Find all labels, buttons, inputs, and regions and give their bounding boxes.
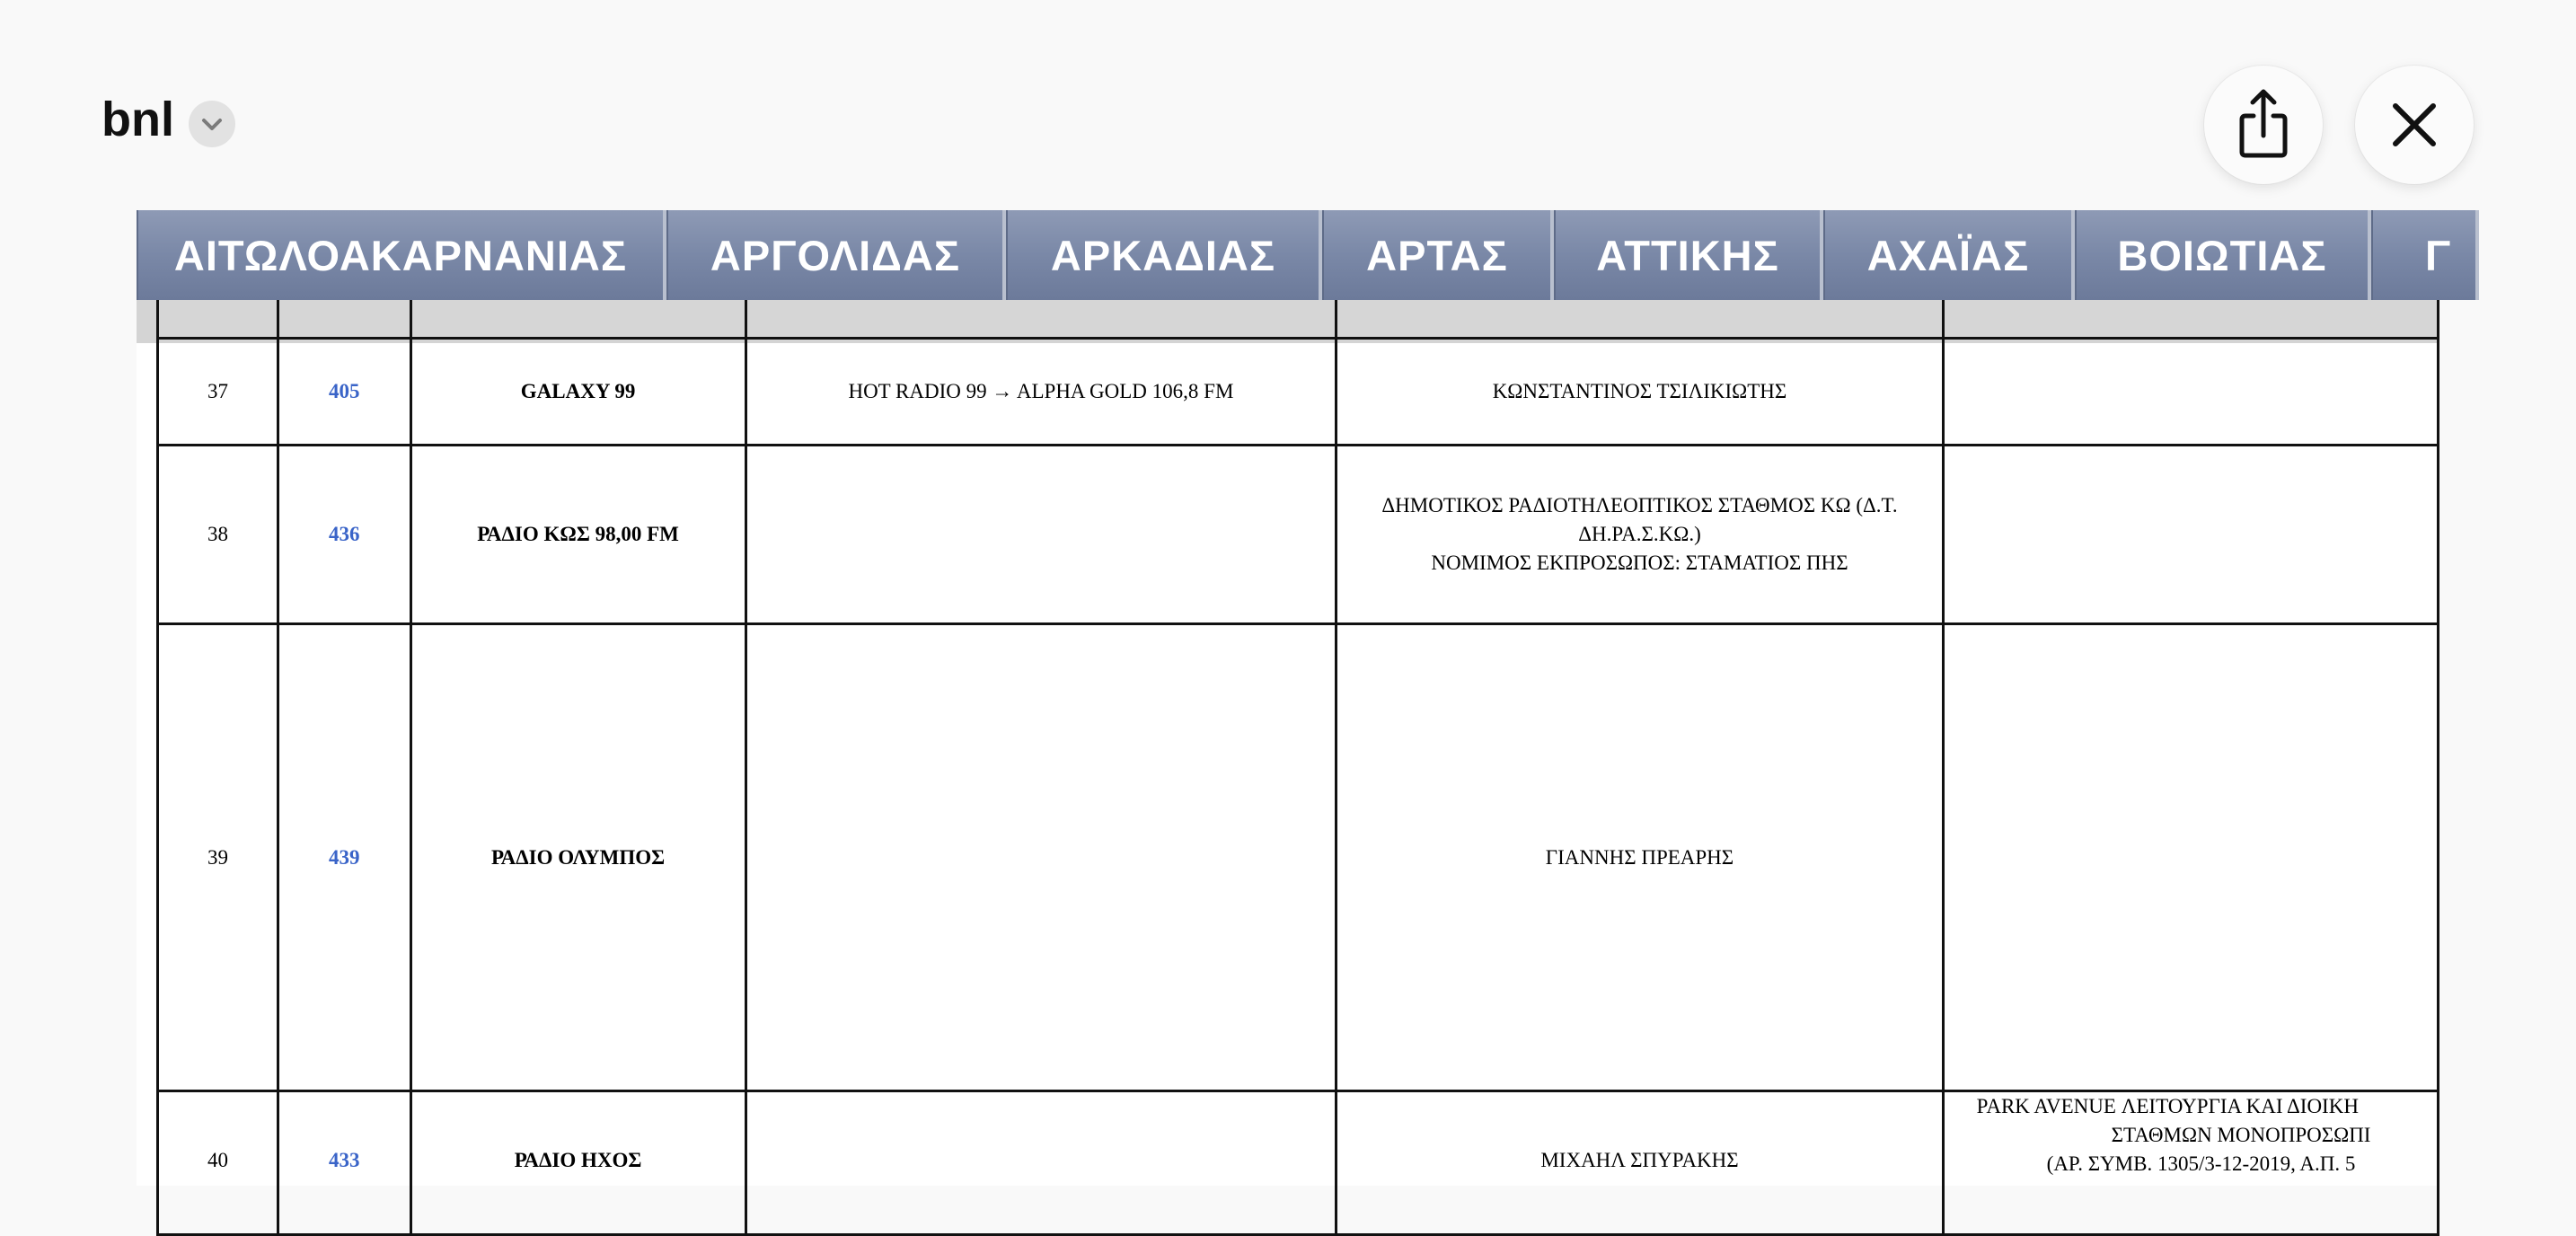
owner-line: ΔΗ.ΡΑ.Σ.ΚΩ.) bbox=[1578, 523, 1701, 545]
row-number: 38 bbox=[158, 446, 278, 624]
tab-attikis[interactable]: ΑΤΤΙΚΗΣ bbox=[1554, 210, 1823, 300]
station-history bbox=[745, 1091, 1337, 1235]
station-name: ΡΑΔΙΟ ΚΩΣ 98,00 FM bbox=[410, 446, 745, 624]
tab-achaias[interactable]: ΑΧΑΪΑΣ bbox=[1823, 210, 2075, 300]
station-extra bbox=[1943, 1091, 2438, 1235]
extra-line: PARK AVENUE ΛΕΙΤΟΥΡΓΙΑ ΚΑΙ ΔΙΟΙΚΗ bbox=[1976, 1095, 2359, 1117]
owner-line: ΔΗΜΟΤΙΚΟΣ ΡΑΔΙΟΤΗΛΕΟΠΤΙΚΟΣ ΣΤΑΘΜΟΣ ΚΩ (Δ.Τ. bbox=[1381, 494, 1898, 516]
station-code-link[interactable]: 436 bbox=[278, 446, 410, 624]
row-number: 37 bbox=[158, 339, 278, 446]
table-header-row bbox=[158, 300, 2439, 339]
station-owner bbox=[1337, 446, 1943, 624]
spreadsheet-viewer[interactable] bbox=[137, 210, 2452, 1186]
tab-partial[interactable]: Γ bbox=[2371, 210, 2479, 300]
header-cell bbox=[1337, 300, 1943, 339]
station-history bbox=[745, 446, 1337, 624]
header-cell bbox=[278, 300, 410, 339]
owner-line: ΚΩΝΣΤΑΝΤΙΝΟΣ ΤΣΙΛΙΚΙΩΤΗΣ bbox=[1492, 380, 1787, 402]
stations-table bbox=[156, 300, 2439, 1236]
close-button[interactable] bbox=[2355, 66, 2474, 184]
share-button[interactable] bbox=[2204, 66, 2323, 184]
station-extra bbox=[1943, 339, 2438, 446]
station-extra bbox=[1943, 624, 2438, 1091]
station-owner bbox=[1337, 1091, 1943, 1235]
header-cell bbox=[410, 300, 745, 339]
station-name: GALAXY 99 bbox=[410, 339, 745, 446]
station-code-link[interactable]: 433 bbox=[278, 1091, 410, 1235]
station-owner bbox=[1337, 624, 1943, 1091]
station-history bbox=[745, 624, 1337, 1091]
close-icon bbox=[2355, 66, 2474, 184]
tab-argolidas[interactable]: ΑΡΓΟΛΙΔΑΣ bbox=[666, 210, 1006, 300]
share-icon bbox=[2204, 66, 2323, 184]
tab-arkadias[interactable]: ΑΡΚΑΔΙΑΣ bbox=[1006, 210, 1322, 300]
station-code-link[interactable]: 439 bbox=[278, 624, 410, 1091]
header-cell bbox=[158, 300, 278, 339]
header-cell bbox=[1943, 300, 2438, 339]
station-name: ΡΑΔΙΟ ΟΛΥΜΠΟΣ bbox=[410, 624, 745, 1091]
table-row bbox=[158, 339, 2439, 446]
table-row bbox=[158, 624, 2439, 1091]
owner-line: ΜΙΧΑΗΛ ΣΠΥΡΑΚΗΣ bbox=[1540, 1149, 1739, 1171]
top-bar bbox=[0, 0, 2576, 207]
title-menu-button[interactable] bbox=[189, 101, 235, 147]
extra-line: (ΑΡ. ΣΥΜΒ. 1305/3-12-2019, Α.Π. 5 bbox=[2046, 1152, 2356, 1175]
owner-line: ΓΙΑΝΝΗΣ ΠΡΕΑΡΗΣ bbox=[1545, 845, 1734, 869]
tab-voiotias[interactable]: ΒΟΙΩΤΙΑΣ bbox=[2075, 210, 2371, 300]
owner-line: ΝΟΜΙΜΟΣ ΕΚΠΡΟΣΩΠΟΣ: ΣΤΑΜΑΤΙΟΣ ΠΗΣ bbox=[1431, 552, 1848, 574]
station-history: HOT RADIO 99 → ALPHA GOLD 106,8 FM bbox=[745, 339, 1337, 446]
station-name: ΡΑΔΙΟ ΗΧΟΣ bbox=[410, 1091, 745, 1235]
sheet-tabs bbox=[137, 210, 2479, 300]
station-extra bbox=[1943, 446, 2438, 624]
tab-aitoloakarnanias[interactable]: ΑΙΤΩΛΟΑΚΑΡΝΑΝΙΑΣ bbox=[137, 210, 666, 300]
station-owner bbox=[1337, 339, 1943, 446]
extra-line: ΣΤΑΘΜΩΝ ΜΟΝΟΠΡΟΣΩΠΙ bbox=[2111, 1124, 2371, 1146]
header-cell bbox=[745, 300, 1337, 339]
chevron-down-icon bbox=[200, 114, 224, 134]
table-row bbox=[158, 446, 2439, 624]
table-row bbox=[158, 1091, 2439, 1235]
tab-artas[interactable]: ΑΡΤΑΣ bbox=[1322, 210, 1554, 300]
station-code-link[interactable]: 405 bbox=[278, 339, 410, 446]
document-title: bnl bbox=[101, 93, 174, 146]
row-number: 40 bbox=[158, 1091, 278, 1235]
row-number: 39 bbox=[158, 624, 278, 1091]
